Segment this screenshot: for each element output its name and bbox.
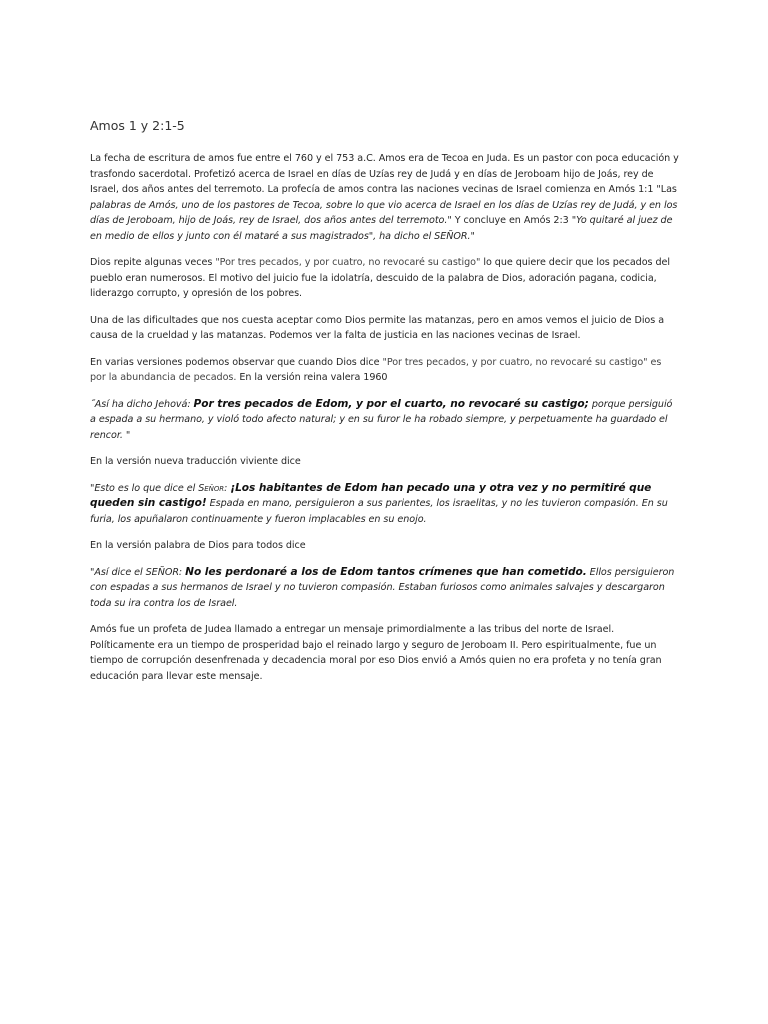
intro-close-quote: " [470,230,475,242]
rv-rest: porque persiguió a espada a su hermano, y violó todo afecto natural; y en su furor le ha robado siempre, y perpetuamente ha guardado el rencor. " [90,398,673,441]
paragraph-ntv-label: En la versión nueva traducción viviente dice [90,456,301,467]
rv-bold: Por tres pecados de Edom, y por el cuarto, no revocaré su castigo; [193,397,589,410]
versions-rv1960: En la versión reina valera 1960 [236,372,388,383]
repetition-text: lo que quiere decir que los pecados del pueblo eran numerosos. El motivo del juicio fue la idolatría, descuido de la palabra de Dios, adoración pagana, codicia, liderazgo corrupto, y opresión de los pobres. [90,257,670,299]
intro-quote-amos-2-3: Yo quitaré al juez de en medio de ellos y junto con él mataré a sus magistrados", ha dicho el SEÑOR. [90,215,673,242]
paragraph-repetition [90,255,680,302]
ntv-lead: "Esto es lo que dice el [90,482,199,494]
repetition-lead: Dios repite algunas veces [90,257,216,268]
versions-lead: En varias versiones podemos observar que cuando Dios dice [90,356,383,368]
ntv-senor: Señor [198,482,225,494]
paragraph-conclusion: Amós fue un profeta de Judea llamado a entregar un mensaje primordialmente a las tribus del norte de Israel. Políticamente era un tiempo de prosperidad bajo el reinado largo y seguro de Jeroboam II. Pero espiritualmente, fue un tiempo de corrupción desenfrenada y decadencia moral por eso Dios envió a Amós quien no era profeta y no tenía gran educación para llevar este mensaje. [90,624,662,682]
pdt-rest: Ellos persiguieron con espadas a sus hermanos de Israel y no tuvieron compasión. Estaban furiosos como animales salvajes y descargaron toda su ira contra los de Israel. [90,566,675,609]
ntv-rest: Espada en mano, persiguieron a sus parientes, los israelitas, y no les tuvieron compasión. En su furia, los apuñalaron continuamente y fueron implacables en su enojo. [90,498,668,525]
document-body [90,118,680,695]
intro-text-2: " Y concluye en Amós 2:3 " [447,215,577,226]
ntv-bold: ¡Los habitantes de Edom han pecado una y otra vez y no permitiré que queden sin castigo! [90,481,652,509]
paragraph-difficulties: Una de las dificultades que nos cuesta aceptar como Dios permite las matanzas, pero en amos vemos el juicio de Dios a causa de la crueldad y las matanzas. Podemos ver la falta de justicia en las naciones vecinas de Israel. [90,314,665,341]
paragraph-intro [90,151,680,244]
repetition-quote: "Por tres pecados, y por cuatro, no revocaré su castigo" [215,257,481,268]
rv-lead: ˝Así ha dicho Jehová: [90,398,194,410]
paragraph-versions [90,355,680,386]
document-title: Amos 1 y 2:1-5 [90,118,185,133]
pdt-bold: No les perdonaré a los de Edom tantos crímenes que han cometido. [185,565,587,578]
intro-text: La fecha de escritura de amos fue entre el 760 y el 753 a.C. Amos era de Tecoa en Juda. Es un pastor con poca educación y trasfondo sacerdotal. Profetizó acerca de Israel en días de Uzías rey de Judá y en días de Jeroboam hijo de Joás, rey de Israel, dos años antes del terremoto. La profecía de amos contra las naciones vecinas de Israel comienza en Amós 1:1 "Las [90,153,679,195]
intro-quote-amos-1-1: palabras de Amós, uno de los pastores de Tecoa, sobre lo que vio acerca de Israel en los días de Uzías rey de Judá, y en los días de Jeroboam, hijo de Joás, rey de Israel, dos años antes del terremoto. [90,199,678,226]
paragraph-pdt-label: En la versión palabra de Dios para todos dice [90,540,306,551]
ntv-colon: : [224,482,231,494]
quote-pdt [90,565,680,612]
pdt-lead: "Así dice el SEÑOR: [90,566,186,578]
quote-reina-valera [90,397,680,444]
versions-quote: "Por tres pecados, y por cuatro, no revocaré su castigo" es por la abundancia de pecados. [90,356,662,383]
quote-ntv [90,481,680,528]
